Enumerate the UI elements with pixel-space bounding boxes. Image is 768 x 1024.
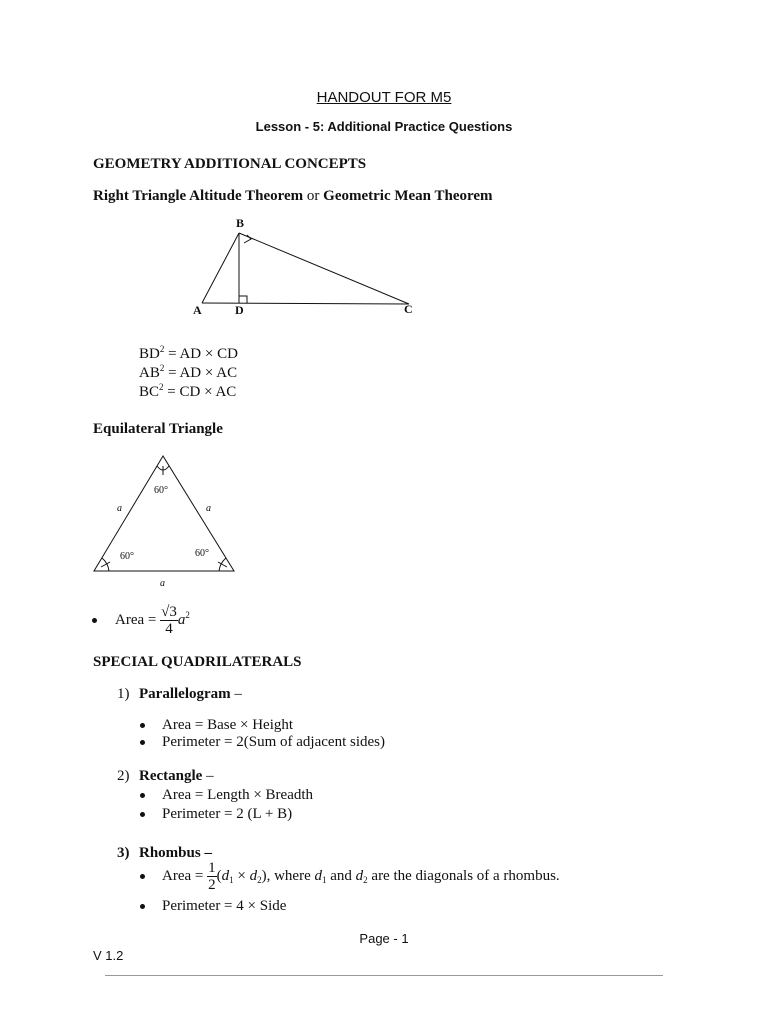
half-fraction <box>207 860 217 893</box>
section-heading-geometry: GEOMETRY ADDITIONAL CONCEPTS <box>93 156 367 172</box>
vertex-label-a: A <box>193 303 202 317</box>
equation-ab-squared <box>139 365 237 382</box>
times-sign: × <box>233 867 250 884</box>
area-label: Area = <box>115 611 161 628</box>
fraction-numerator: √3 <box>161 604 177 620</box>
equation-lhs: BC <box>139 384 160 400</box>
rhombus-area-item <box>140 860 560 893</box>
bullet <box>140 740 145 745</box>
side-label-right: a <box>206 503 211 514</box>
equation-rhs: = CD × AC <box>163 384 237 400</box>
exponent: 2 <box>159 363 165 373</box>
vertex-label-c: C <box>404 302 413 316</box>
vertex-label-b: B <box>236 216 245 230</box>
area-fraction <box>160 604 178 637</box>
footer-divider <box>105 975 663 976</box>
equation-rhs: = AD × CD <box>164 346 238 362</box>
rectangle-name: Rectangle <box>139 768 203 784</box>
item-number: 1) <box>117 686 130 702</box>
right-triangle-diagram <box>180 212 430 322</box>
where-text: , where <box>266 867 315 884</box>
list-item-text: Perimeter = 4 × Side <box>162 898 287 914</box>
close-paren: ) <box>261 867 267 884</box>
side-label-left: a <box>117 503 122 514</box>
heading-dash: – <box>200 845 212 861</box>
angle-label-right: 60° <box>195 548 209 559</box>
diagonal-symbol: d <box>221 867 230 884</box>
list-item-text: Area = Base × Height <box>162 717 294 733</box>
fraction-numerator: 1 <box>208 860 216 876</box>
list-item-text: Perimeter = 2 (L + B) <box>162 806 293 822</box>
heading-dash: – <box>230 686 242 702</box>
heading-geometric-mean: Geometric Mean Theorem <box>323 188 493 204</box>
item-number: 3) <box>117 845 130 861</box>
bullet <box>92 618 97 623</box>
bullet <box>140 874 145 879</box>
diagonal-description: are the diagonals of a rhombus. <box>367 867 560 884</box>
angle-label-left: 60° <box>120 551 134 562</box>
list-item-text: Area = Length × Breadth <box>162 787 314 803</box>
list-item-text: Perimeter = 2(Sum of adjacent sides) <box>162 734 385 750</box>
side-ac <box>202 303 409 304</box>
document-subtitle: Lesson - 5: Additional Practice Questions <box>255 119 513 134</box>
and-text: and <box>326 867 356 884</box>
bullet <box>140 904 145 909</box>
list-item <box>140 717 293 734</box>
right-triangle-heading <box>93 188 493 205</box>
diagonal-symbol: d <box>355 867 364 884</box>
fraction-denominator: 4 <box>160 620 178 637</box>
right-angle-mark-d <box>239 296 247 303</box>
equation-bd-squared <box>139 346 238 363</box>
equation-rhs: = AD × AC <box>164 365 238 381</box>
exponent: 2 <box>159 382 164 392</box>
subscript-1: 1 <box>321 874 327 885</box>
list-item <box>140 806 292 823</box>
subscript-2: 2 <box>363 874 368 885</box>
equation-bc-squared <box>139 384 236 401</box>
heading-connector: or <box>303 188 324 204</box>
list-item <box>140 734 385 751</box>
exponent: 2 <box>159 344 165 354</box>
item-number: 2) <box>117 768 130 784</box>
area-label: Area = <box>162 867 208 884</box>
list-item <box>140 787 313 804</box>
side-bc <box>239 233 409 304</box>
angle-tick-right <box>218 562 227 567</box>
section-heading-quadrilaterals: SPECIAL QUADRILATERALS <box>93 654 302 670</box>
equation-lhs: AB <box>139 365 160 381</box>
angle-label-top: 60° <box>154 485 168 496</box>
bullet <box>140 723 145 728</box>
page-number: Page - 1 <box>359 931 409 946</box>
right-angle-mark-b <box>244 235 251 243</box>
diagonal-symbol: d <box>314 867 322 884</box>
parallelogram-name: Parallelogram <box>139 686 231 702</box>
bullet <box>140 812 145 817</box>
list-item <box>140 898 286 915</box>
angle-tick-left <box>101 562 110 567</box>
triangle-outline <box>94 456 234 571</box>
subscript-1: 1 <box>229 874 234 885</box>
diagonal-symbol: d <box>249 867 258 884</box>
version-label: V 1.2 <box>93 948 124 963</box>
heading-dash: – <box>202 768 214 784</box>
equilateral-triangle-heading: Equilateral Triangle <box>93 421 223 437</box>
area-exponent: 2 <box>185 609 190 620</box>
document-title: HANDOUT FOR M5 <box>316 89 452 106</box>
rhombus-name: Rhombus <box>139 845 201 861</box>
fraction-denominator: 2 <box>208 877 216 893</box>
parallelogram-heading <box>117 686 242 703</box>
equilateral-triangle-diagram <box>88 450 243 590</box>
heading-altitude-theorem: Right Triangle Altitude Theorem <box>93 188 304 204</box>
area-variable: a <box>177 611 186 628</box>
subscript-2: 2 <box>257 874 262 885</box>
equation-lhs: BD <box>139 346 160 362</box>
side-ab <box>202 233 239 303</box>
vertex-label-d: D <box>235 303 244 317</box>
open-paren: ( <box>216 867 222 884</box>
rectangle-heading <box>117 768 214 785</box>
side-label-bottom: a <box>160 578 165 589</box>
equilateral-area-formula <box>92 604 190 644</box>
bullet <box>140 793 145 798</box>
